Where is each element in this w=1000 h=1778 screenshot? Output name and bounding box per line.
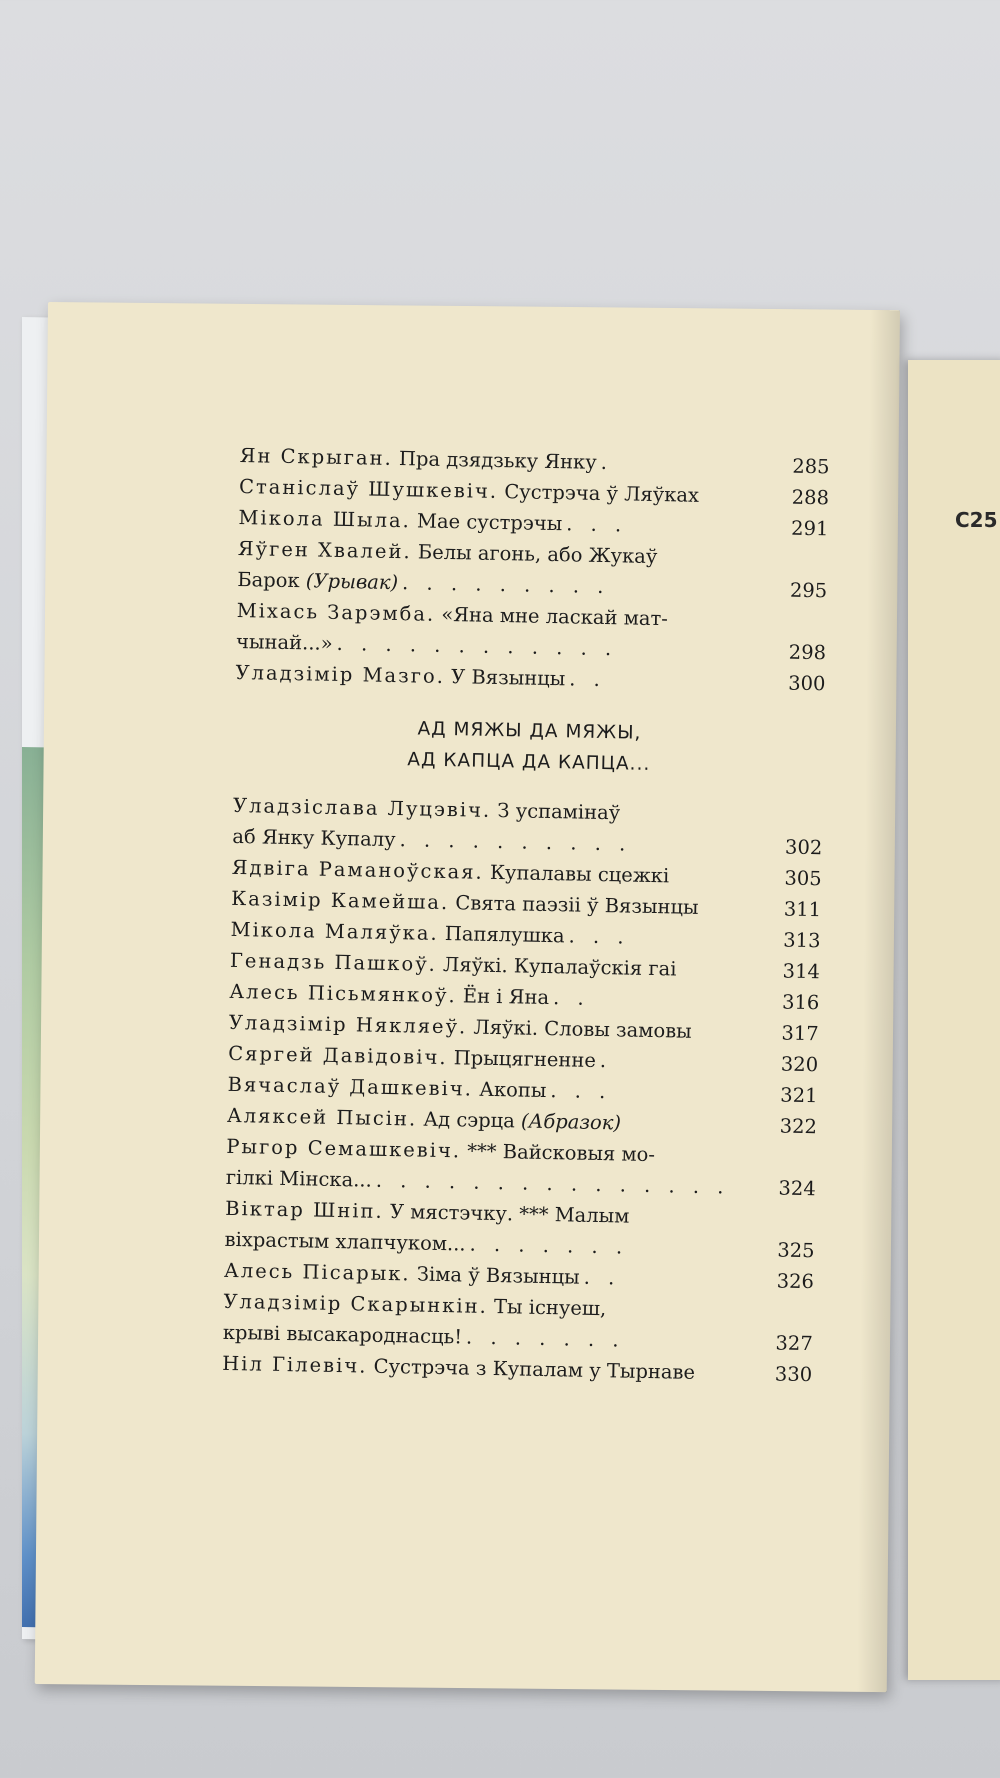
toc-title: Пра дзядзьку Янку (398, 447, 597, 474)
toc-author: Ян Скрыган. (239, 443, 393, 470)
toc-author: Мікола Шыла. (238, 505, 412, 533)
toc-leader-dots: . . . . . . . . . . (399, 828, 632, 856)
toc-page-number: 285 (792, 454, 830, 479)
toc-author: Алесь Пісарык. (223, 1258, 411, 1286)
toc-page-number: 317 (781, 1021, 819, 1046)
toc-line-text (232, 821, 396, 855)
toc-page-number: 330 (774, 1362, 813, 1387)
toc-author: Уладзімір Някляеў. (228, 1010, 468, 1039)
toc-title: Ты існуеш, (493, 1295, 607, 1321)
toc-page-number: 320 (780, 1052, 819, 1077)
toc-page-number: 291 (790, 516, 829, 541)
toc-title-continued: Барок (237, 567, 300, 593)
toc-line-text (236, 626, 333, 659)
toc-title: Ён і Яна (462, 984, 550, 1010)
toc-page-number: 314 (782, 959, 821, 984)
toc-leader-dots: . . . . . . . . . . . . (336, 631, 618, 661)
toc-leader-dots (680, 976, 778, 978)
toc-line-text (226, 1162, 373, 1196)
toc-page-number: 325 (777, 1238, 815, 1263)
toc-title: Купалавы сцежкі (489, 860, 670, 888)
toc-author: Яўген Хвалей. (237, 536, 412, 564)
toc-author: Генадзь Пашкоў. (229, 948, 438, 976)
toc-title-continued: чынай...» (235, 629, 333, 655)
toc-page-number: 316 (781, 990, 820, 1015)
toc-author: Мікола Маляўка. (230, 917, 439, 945)
toc-line-text (223, 1317, 463, 1353)
toc-leader-dots: . . . . . . . . . (401, 571, 610, 599)
toc-line-text (235, 657, 565, 694)
toc-line-text (224, 1224, 466, 1260)
toc-page-number: 324 (778, 1176, 816, 1201)
toc-leader-dots: . . . (568, 924, 630, 949)
toc-page-number: 311 (783, 897, 822, 922)
toc-leader-dots: . . (569, 667, 607, 692)
toc-group-1 (235, 440, 830, 699)
toc-title: У Вязынцы (450, 665, 566, 691)
toc-title-continued: аб Янку Купалу (232, 824, 396, 852)
toc-author: Станіслаў Шушкевіч. (238, 474, 499, 503)
next-page-edge (908, 360, 1000, 1680)
toc-author: Сяргей Давідовіч. (228, 1041, 448, 1070)
toc-leader-dots (625, 1130, 776, 1133)
toc-page-number: 321 (780, 1083, 818, 1108)
toc-entry (236, 595, 827, 668)
toc-title: Мае сустрэчы (416, 509, 563, 536)
toc-entry (237, 533, 828, 606)
toc-leader-dots: . . . . . . . (469, 1232, 629, 1259)
toc-title: Свята паэзіі ў Вязынцы (455, 891, 699, 919)
toc-author: Ядвіга Раманоўская. (231, 855, 484, 884)
toc-title: Акопы (478, 1077, 547, 1102)
toc-title: «Яна мне ласкай мат- (441, 602, 669, 631)
toc-title-continued: віхрастым хлапчуком... (224, 1227, 466, 1256)
toc-line-text (237, 564, 398, 598)
toc-title: У мястэчку. *** Малым (389, 1200, 630, 1228)
section-heading (234, 710, 825, 783)
toc-title: З успамінаў (497, 799, 621, 825)
toc-page-number: 313 (783, 928, 821, 953)
toc-title: Зіма ў Вязынцы (416, 1262, 580, 1289)
toc-author: Уладзімір Скарынкін. (223, 1289, 489, 1318)
toc-author: Рыгор Семашкевіч. (226, 1134, 462, 1163)
toc-title-continued: крыві высакароднасць! (222, 1320, 463, 1349)
toc-title-continued: гілкі Мінска... (225, 1165, 373, 1192)
toc-leader-dots (703, 502, 788, 504)
toc-group-2 (222, 790, 823, 1390)
toc-entry (232, 790, 823, 863)
toc-author: Уладзіслава Луцэвіч. (232, 793, 492, 822)
toc-leader-dots: . . . . . . . (465, 1325, 625, 1352)
toc-page-number: 327 (775, 1331, 813, 1356)
toc-entry (223, 1286, 814, 1359)
toc-leader-dots (673, 882, 780, 884)
toc-title: Сустрэча ў Ляўках (504, 480, 700, 507)
toc-leader-dots (699, 1379, 771, 1380)
toc-author: Вячаслаў Дашкевіч. (227, 1072, 474, 1101)
toc-leader-dots: . (599, 1049, 613, 1073)
toc-leader-dots: . . . . . . . . . . . . . . . (375, 1168, 730, 1199)
toc-page-number: 322 (779, 1114, 818, 1139)
toc-page-number: 300 (787, 671, 826, 696)
toc-author: Ніл Гілевіч. (222, 1351, 368, 1378)
toc-title: Ад сэрца (423, 1107, 516, 1133)
toc-title: Ляўкі. Купалаўскія гаі (442, 952, 677, 981)
toc-page-number: 326 (776, 1269, 815, 1294)
table-of-contents (222, 440, 830, 1390)
toc-leader-dots (702, 914, 779, 915)
toc-title: Белы агонь, або Жукаў (417, 540, 658, 569)
toc-author: Міхась Зарэмба. (236, 598, 436, 626)
toc-author: Аляксей Пысін. (226, 1103, 418, 1131)
toc-leader-dots: . (600, 450, 614, 475)
toc-page-number: 298 (788, 640, 827, 665)
toc-title: Прыцягненне (453, 1046, 597, 1072)
next-page-mark: С25 (955, 508, 998, 532)
toc-entry (226, 1131, 817, 1204)
toc-leader-dots: . . (552, 986, 590, 1010)
section-heading-line-2: АД КАПЦА ДА КАПЦА... (407, 749, 651, 775)
toc-title: *** Вайсковыя мо- (467, 1139, 656, 1167)
toc-leader-dots (696, 1038, 778, 1040)
toc-leader-dots: . . . (566, 512, 628, 537)
toc-title-note: (Абразок) (520, 1109, 622, 1135)
toc-title: Ляўкі. Словы замовы (473, 1015, 692, 1043)
toc-author: Казімір Камейша. (230, 886, 450, 915)
toc-title: Папялушка (444, 922, 565, 948)
toc-author: Віктар Шніп. (225, 1196, 384, 1223)
toc-leader-dots: . . . (550, 1079, 612, 1104)
toc-title-note: (Урывак) (305, 569, 399, 595)
toc-author: Уладзімір Мазго. (235, 660, 446, 688)
toc-page-number: 295 (789, 578, 828, 603)
toc-page-number: 302 (784, 835, 823, 860)
toc-page-number: 288 (791, 485, 830, 510)
section-heading-line-1: АД МЯЖЫ ДА МЯЖЫ, (417, 718, 642, 744)
toc-entry (224, 1193, 815, 1266)
toc-leader-dots: . . (583, 1265, 621, 1290)
toc-author: Алесь Пісьмянкоў. (229, 979, 457, 1008)
toc-title: Сустрэча з Купалам у Тырнаве (373, 1354, 696, 1384)
toc-page-number: 305 (784, 866, 822, 891)
